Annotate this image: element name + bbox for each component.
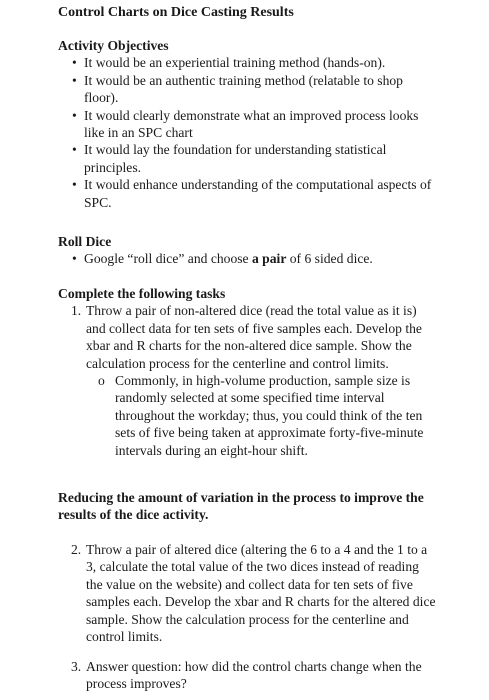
reducing-heading: Reducing the amount of variation in the process to improve the results of the dice activity.	[58, 490, 424, 523]
task-text: Answer question: how did the control charts change when the process improves?	[86, 659, 422, 692]
list-item: • It would enhance understanding of the computational aspects of SPC.	[58, 176, 438, 211]
objectives-section	[58, 37, 438, 211]
task-text: Throw a pair of non-altered dice (read the total value as it is) and collect data for ten sets of five samples each. Develop the xbar and R charts for the non-altered dice sample. Show the calculation process for the centerline and control limits.	[86, 303, 422, 371]
tasks-list-2	[58, 541, 438, 645]
document-title: Control Charts on Dice Casting Results	[58, 5, 294, 20]
reducing-section	[58, 489, 438, 524]
list-item	[58, 541, 438, 645]
roll-dice-emphasis: a pair	[251, 251, 287, 267]
roll-dice-section	[58, 233, 438, 268]
roll-dice-heading: Roll Dice	[58, 234, 112, 249]
tasks-list-3	[58, 658, 438, 693]
task-number: 1.	[71, 303, 82, 319]
tasks-heading: Complete the following tasks	[58, 286, 226, 301]
task-2-block	[58, 541, 438, 645]
task-text: Throw a pair of altered dice (altering the 6 to a 4 and the 1 to a 3, calculate the total value of the two dices instead of reading the value on the website) and collect data for ten sets of five samples each. Develop the xbar and R charts for the altered dice sample. Show the calculation process for the centerline and control limits.	[86, 542, 436, 645]
task-3-block	[58, 658, 438, 693]
tasks-list	[58, 302, 438, 459]
list-item: • It would clearly demonstrate what an improved process looks like in an SPC chart	[58, 107, 438, 142]
list-item: • It would be an authentic training method (relatable to shop floor).	[58, 72, 438, 107]
task-number: 2.	[71, 542, 82, 557]
objectives-list	[58, 54, 438, 211]
task-number: 3.	[71, 659, 82, 674]
list-item	[58, 658, 438, 693]
list-item	[58, 302, 438, 459]
roll-dice-text-end: of 6 sided dice.	[286, 251, 373, 267]
list-item: • It would be an experiential training method (hands-on).	[58, 54, 438, 71]
sub-list-item: o Commonly, in high-volume production, sample size is randomly selected at some specified time interval throughout the workday; thus, you could think of the ten sets of five being taken at approximate forty-five-minute intervals during an eight-hour shift.	[86, 372, 438, 459]
task-sublist	[86, 372, 438, 459]
list-item: • It would lay the foundation for understanding statistical principles.	[58, 141, 438, 176]
roll-dice-list	[58, 250, 438, 267]
objectives-heading: Activity Objectives	[58, 38, 169, 53]
roll-dice-text: Google “roll dice” and choose	[84, 251, 252, 267]
list-item	[58, 250, 438, 267]
tasks-section	[58, 285, 438, 459]
